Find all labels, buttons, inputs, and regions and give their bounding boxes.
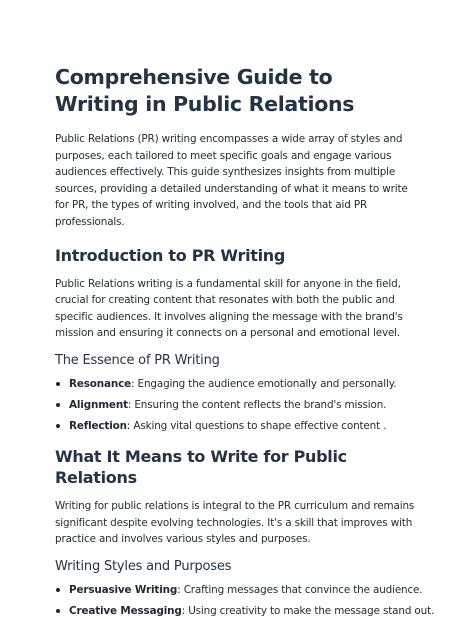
bullet-text: : Crafting messages that convince the audience. (177, 583, 423, 596)
document-title: Comprehensive Guide to Writing in Public Relations (55, 65, 355, 116)
subheading-writing-styles: Writing Styles and Purposes (55, 558, 232, 574)
list-item (55, 376, 422, 392)
subheading-essence: The Essence of PR Writing (55, 352, 220, 368)
list-item (55, 418, 422, 434)
list-item (55, 603, 435, 619)
bullet-term: Reflection (69, 419, 127, 432)
section-heading-what-it-means: What It Means to Write for Public Relations (55, 446, 347, 487)
bullet-text: : Engaging the audience emotionally and personally. (131, 377, 397, 390)
bullet-list-essence (55, 376, 422, 434)
bullet-term: Alignment (69, 398, 128, 411)
bullet-text: : Ensuring the content reflects the brand's mission. (127, 398, 387, 411)
bullet-term: Creative Messaging (69, 604, 182, 617)
bullet-term: Persuasive Writing (69, 583, 178, 596)
bullet-list-writing-styles (55, 582, 435, 619)
bullet-text: : Asking vital questions to shape effective content . (126, 419, 387, 432)
bullet-icon (56, 424, 60, 428)
section-paragraph-intro: Public Relations writing is a fundamental skill for anyone in the field, crucial for creating content that resonates with both the public and specific audiences. It involves aligning the message with the brand's mission and ensuring it connects on a personal and emotional level. (55, 277, 403, 340)
section-paragraph-what-it-means: Writing for public relations is integral to the PR curriculum and remains significant despite evolving technologies. It's a skill that improves with practice and involves various styles and purposes. (55, 499, 415, 546)
bullet-icon (56, 382, 60, 386)
list-item (55, 582, 422, 598)
list-item (55, 397, 422, 413)
intro-paragraph: Public Relations (PR) writing encompasses a wide array of styles and purposes, each tailored to meet specific goals and engage various audiences effectively. This guide synthesizes insights from multiple sources, providing a detailed understanding of what it means to write for PR, the types of writing involved, and the tools that aid PR professionals. (55, 133, 408, 228)
bullet-icon (56, 403, 60, 407)
bullet-icon (56, 588, 60, 592)
section-heading-intro: Introduction to PR Writing (55, 245, 286, 265)
bullet-term: Resonance (69, 377, 132, 390)
bullet-text: : Using creativity to make the message stand out. (181, 604, 435, 617)
bullet-icon (56, 609, 60, 613)
